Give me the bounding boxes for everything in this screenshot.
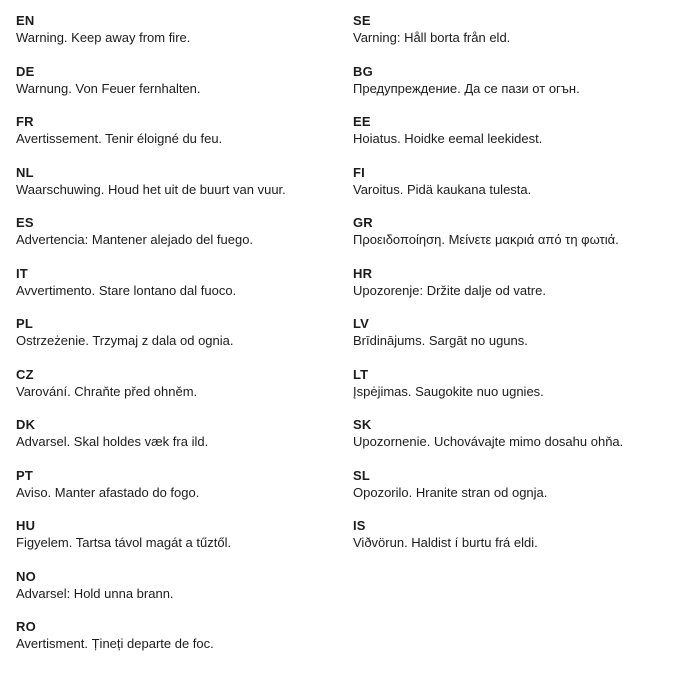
warning-text: Warnung. Von Feuer fernhalten. xyxy=(16,80,201,96)
warning-entry-sl xyxy=(353,467,693,518)
warning-entry-hr xyxy=(353,265,693,316)
warning-text: Figyelem. Tartsa távol magát a tűztől. xyxy=(16,535,232,550)
warning-entry-es xyxy=(16,214,336,265)
warning-entry-dk xyxy=(16,416,336,467)
language-code: FI xyxy=(353,164,365,180)
warning-text: Предупреждение. Да се пази от огън. xyxy=(353,80,580,96)
warning-text: Avertissement. Tenir éloigné du feu. xyxy=(16,131,223,146)
language-code: RO xyxy=(16,619,36,634)
warning-text: Viðvörun. Haldist í burtu frá eldi. xyxy=(353,535,538,550)
warning-entry-gr xyxy=(353,214,693,265)
warning-entry-it xyxy=(16,265,336,316)
language-code: LT xyxy=(353,366,369,382)
language-code: LV xyxy=(353,316,370,331)
language-code: IS xyxy=(353,518,366,533)
warning-entry-fr xyxy=(16,113,336,164)
warning-text: Varování. Chraňte před ohněm. xyxy=(16,383,198,399)
warning-text: Opozorilo. Hranite stran od ognja. xyxy=(353,484,548,500)
warning-text: Προειδοποίηση. Μείνετε μακριά από τη φωτιά. xyxy=(353,232,619,247)
warning-text: Upozornenie. Uchovávajte mimo dosahu ohňa. xyxy=(353,434,624,449)
warning-text: Įspėjimas. Saugokite nuo ugnies. xyxy=(353,383,544,399)
language-code: FR xyxy=(16,114,34,129)
language-code: IT xyxy=(16,265,28,281)
warning-entry-nl xyxy=(16,164,336,215)
warning-text: Warning. Keep away from fire. xyxy=(16,30,191,45)
language-code: PT xyxy=(16,467,34,483)
warning-text: Upozorenje: Držite dalje od vatre. xyxy=(353,282,546,298)
warning-entry-ro xyxy=(16,618,336,669)
warning-entry-sk xyxy=(353,416,693,467)
warning-text: Advarsel: Hold unna brann. xyxy=(16,585,174,601)
warning-entry-cz xyxy=(16,366,336,417)
warning-text: Advertencia: Mantener alejado del fuego. xyxy=(16,232,254,247)
warning-text: Varning: Håll borta från eld. xyxy=(353,30,511,45)
language-code: EN xyxy=(16,13,35,28)
language-code: DK xyxy=(16,417,36,432)
warning-entry-ee xyxy=(353,113,693,164)
warning-entry-no xyxy=(16,568,336,619)
warning-text: Avvertimento. Stare lontano dal fuoco. xyxy=(16,282,237,298)
warning-entry-fi xyxy=(353,164,693,215)
warning-text: Brīdinājums. Sargāt no uguns. xyxy=(353,333,528,348)
warning-list-right xyxy=(353,12,693,568)
warning-text: Advarsel. Skal holdes væk fra ild. xyxy=(16,434,209,449)
language-code: NO xyxy=(16,568,36,584)
warning-text: Waarschuwing. Houd het uit de buurt van vuur. xyxy=(16,181,286,197)
language-code: DE xyxy=(16,63,35,79)
language-code: ES xyxy=(16,215,34,230)
warning-entry-hu xyxy=(16,517,336,568)
warning-entry-de xyxy=(16,63,336,114)
warning-entry-se xyxy=(353,12,693,63)
warning-list-left xyxy=(16,12,336,669)
warning-entry-en xyxy=(16,12,336,63)
language-code: NL xyxy=(16,164,34,180)
warning-entry-pl xyxy=(16,315,336,366)
language-code: CZ xyxy=(16,366,34,382)
warning-entry-lv xyxy=(353,315,693,366)
language-code: BG xyxy=(353,63,373,79)
language-code: SL xyxy=(353,467,371,483)
warning-entry-lt xyxy=(353,366,693,417)
language-code: PL xyxy=(16,316,34,331)
language-code: SE xyxy=(353,13,371,28)
warning-entry-pt xyxy=(16,467,336,518)
warning-text: Ostrzeżenie. Trzymaj z dala od ognia. xyxy=(16,333,234,348)
language-code: SK xyxy=(353,417,372,432)
warning-text: Varoitus. Pidä kaukana tulesta. xyxy=(353,181,532,197)
warning-text: Aviso. Manter afastado do fogo. xyxy=(16,484,200,500)
language-code: GR xyxy=(353,215,373,230)
warning-entry-is xyxy=(353,517,693,568)
language-code: EE xyxy=(353,114,371,129)
warning-text: Hoiatus. Hoidke eemal leekidest. xyxy=(353,131,543,146)
warning-entry-bg xyxy=(353,63,693,114)
language-code: HU xyxy=(16,518,36,533)
warning-text: Avertisment. Țineți departe de foc. xyxy=(16,636,214,651)
language-code: HR xyxy=(353,265,373,281)
